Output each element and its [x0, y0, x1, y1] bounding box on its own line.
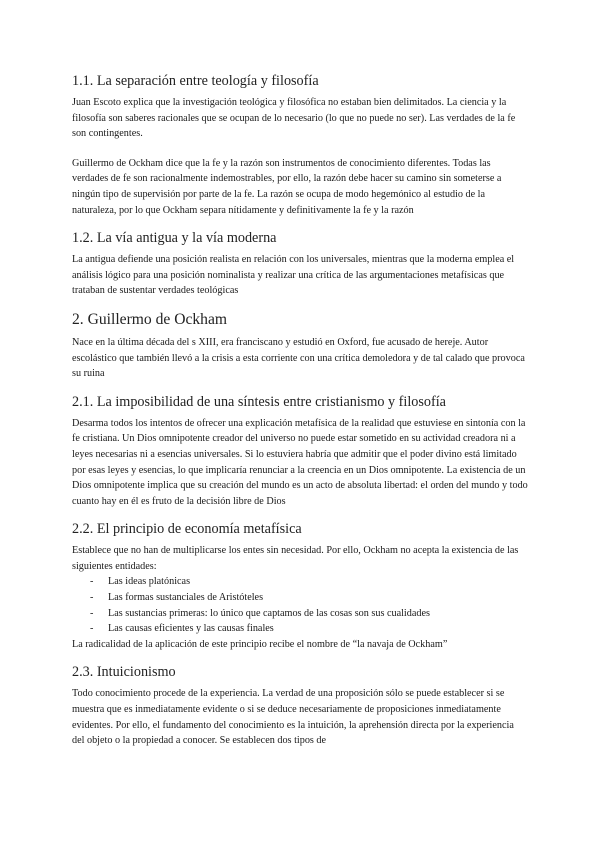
section-heading: 2.3. Intuicionismo	[72, 664, 176, 681]
paragraph: Establece que no han de multiplicarse los entes sin necesidad. Por ello, Ockham no acepta la existencia de las siguientes entidades:	[72, 545, 519, 572]
chapter-heading: 2. Guillermo de Ockham	[72, 310, 228, 328]
list-item: - Las formas sustanciales de Aristóteles	[90, 590, 528, 606]
paragraph: La radicalidad de la aplicación de este principio recibe el nombre de “la navaja de Ockham”	[72, 638, 448, 650]
paragraph: Juan Escoto explica que la investigación teológica y filosófica no estaban bien delimitados. La ciencia y la filosofía son saberes racionales que se ocupan de lo necesario (lo que no puede no ser). Las verdades de la fe son contingentes.	[72, 97, 516, 140]
section-heading: 1.1. La separación entre teología y filosofía	[72, 73, 319, 89]
paragraph: Nace en la última década del s XIII, era franciscano y estudió en Oxford, fue acusado de hereje. Autor escolástico que también llevó a la crisis a esta corriente con una crítica demoledora y de tal calado que provoca su ruina	[72, 336, 525, 380]
paragraph: Guillermo de Ockham dice que la fe y la razón son instrumentos de conocimiento diferentes. Todas las verdades de fe son racionalmente indemostrables, por ello, la razón debe hacer su camino sin someterse a ningún tipo de supervisión por parte de la fe. La razón se ocupa de modo hegemónico al estudio de la naturaleza, por lo que Ockham separa nítidamente y definitivamente la fe y la razón	[72, 157, 502, 216]
paragraph: Todo conocimiento procede de la experiencia. La verdad de una proposición sólo se puede establecer si se muestra que es inmediatamente evidente o si se deduce necesariamente de proposiciones inmediatamente evidentes. Por ello, el fundamento del conocimiento es la intuición, la aprehensión directa por la experiencia del objeto o la propiedad a conocer. Se establecen dos tipos de	[72, 688, 514, 747]
paragraph: La antigua defiende una posición realista en relación con los universales, mientras que la moderna emplea el análisis lógico para una posición nominalista y realizar una crítica de las argumentaciones metafísicas que trataban de sustentar verdades teológicas	[72, 254, 515, 297]
list-item: - Las ideas platónicas	[90, 574, 528, 590]
paragraph: Desarma todos los intentos de ofrecer una explicación metafísica de la realidad que estuviese en sintonía con la fe cristiana. Un Dios omnipotente creador del universo no puede estar sometido en su actividad creadora ni a leyes necesarias ni a esencias universales. Si lo estuviera habría que admitir que el poder divino está limitado por esas leyes y esencias, lo que implicaría renunciar a la creencia en un Dios omnipotente. La existencia de un Dios omnipotente implica que su creación del mundo es un acto de absoluta libertad: el orden del mundo y todo cuanto hay en él es fruto de la decisión libre de Dios	[72, 417, 528, 507]
section-heading: 1.2. La vía antigua y la vía moderna	[72, 230, 277, 247]
entity-list	[72, 574, 528, 636]
section-heading: 2.1. La imposibilidad de una síntesis entre cristianismo y filosofía	[72, 393, 446, 410]
section-heading: 2.2. El principio de economía metafísica	[72, 521, 302, 538]
list-item: - Las sustancias primeras: lo único que captamos de las cosas son sus cualidades	[90, 606, 528, 622]
list-item: - Las causas eficientes y las causas finales	[90, 621, 528, 637]
